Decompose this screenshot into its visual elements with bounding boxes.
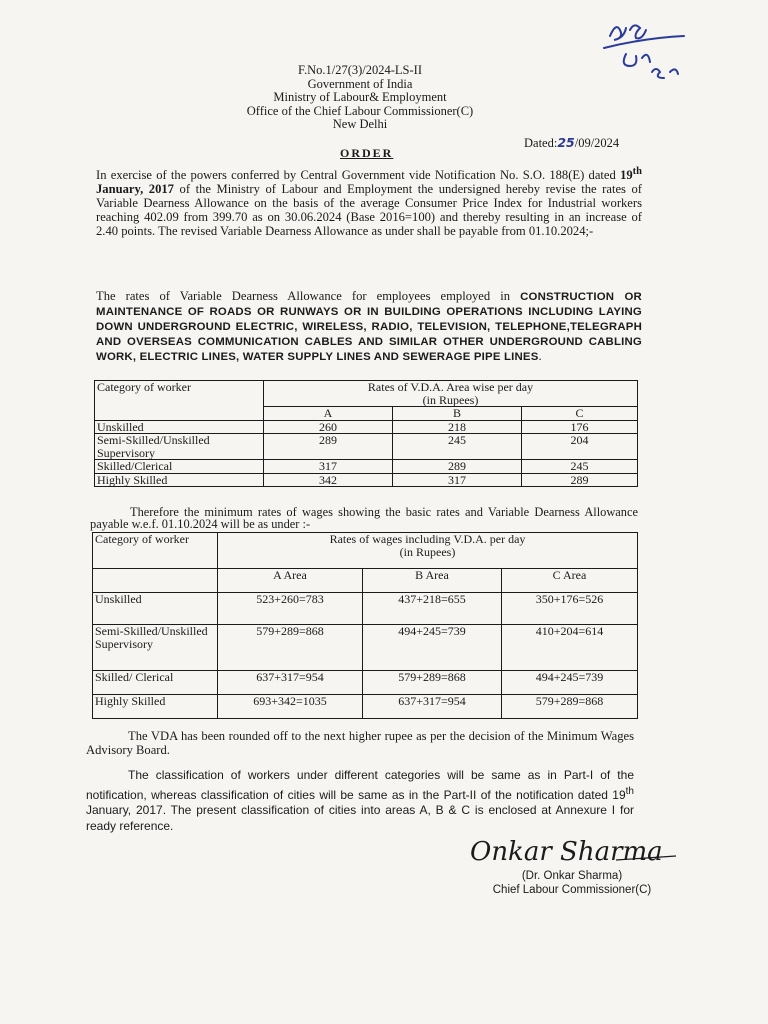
t1-rate-header-line2: (in Rupees) xyxy=(422,392,479,407)
t1-category-header: Category of worker xyxy=(95,381,264,421)
signatory-designation: Chief Labour Commissioner(C) xyxy=(492,884,652,896)
t1-area-a: A xyxy=(264,407,393,421)
ministry-name: Ministry of Labour& Employment xyxy=(273,90,447,104)
government-name: Government of India xyxy=(307,76,413,91)
table-row xyxy=(93,671,638,695)
para1-date-rest: January, 2017 xyxy=(96,182,174,197)
classification-paragraph xyxy=(86,768,634,834)
table-row xyxy=(93,625,638,671)
t1-rate-header xyxy=(264,381,638,407)
minimum-wages-note xyxy=(90,506,638,530)
date-line xyxy=(524,135,619,151)
t2-category: Skilled/ Clerical xyxy=(93,671,218,695)
t2-area-b: B Area xyxy=(363,569,502,593)
para2-text-a: The rates of Variable Dearness Allowance for employees employed in xyxy=(96,289,521,303)
minimum-wages-table xyxy=(92,532,638,719)
t2-value: 523+260=783 xyxy=(218,593,363,625)
file-number: F.No.1/27(3)/2024-LS-II xyxy=(298,63,422,77)
t1-value: 289 xyxy=(393,460,522,474)
t1-value: 176 xyxy=(522,420,638,434)
table-row xyxy=(95,420,638,434)
t1-value: 317 xyxy=(264,460,393,474)
table-row xyxy=(93,593,638,625)
t1-value: 218 xyxy=(393,420,522,434)
t1-value: 204 xyxy=(522,434,638,460)
para1-date-sup: th xyxy=(632,166,642,177)
para1-text-a: In exercise of the powers conferred by Central Government vide Notification No. S.O. 188(E) dated xyxy=(96,168,621,183)
t1-category: Highly Skilled xyxy=(95,473,264,487)
t1-value: 289 xyxy=(522,473,638,487)
order-paragraph-2 xyxy=(96,289,642,364)
date-day-handwritten: 25 xyxy=(557,135,575,150)
t2-value: 350+176=526 xyxy=(502,593,638,625)
table-row xyxy=(95,434,638,460)
t1-value: 245 xyxy=(522,460,638,474)
para2-industries: CONSTRUCTION OR MAINTENANCE OF ROADS OR RUNWAYS OR IN BUILDING OPERATIONS INCLUDING LAYING DOWN UNDERGROUND ELECTRIC, WIRELESS, RADIO, TELEVISION, TELEPHONE,TELEGRAPH AND OVERSEAS COMMUNICATION CABLES AND SIMILAR OTHER UNDERGROUND CABLING WORK, ELECTRIC LINES, WATER SUPPLY LINES AND SEWERAGE PIPE LINES xyxy=(96,291,642,363)
signatory-name: (Dr. Onkar Sharma) xyxy=(521,870,623,882)
t1-value: 289 xyxy=(264,434,393,460)
vda-rates-table xyxy=(94,380,638,487)
classification-sup: th xyxy=(625,785,634,797)
date-rest: /09/2024 xyxy=(574,136,620,150)
t2-category: Semi-Skilled/Unskilled Supervisory xyxy=(93,625,218,671)
rounding-note-text: The VDA has been rounded off to the next higher rupee as per the decision of the Minimum Wages Advisory Board. xyxy=(86,729,634,757)
t2-value: 494+245=739 xyxy=(363,625,502,671)
t2-value: 637+317=954 xyxy=(363,695,502,719)
t1-category: Unskilled xyxy=(95,420,264,434)
t2-category: Highly Skilled xyxy=(93,695,218,719)
para2-end: . xyxy=(538,349,542,363)
t1-category: Skilled/Clerical xyxy=(95,460,264,474)
t2-value: 410+204=614 xyxy=(502,625,638,671)
t1-rate-header-line1: Rates of V.D.A. Area wise per day xyxy=(367,380,534,394)
handwritten-initials xyxy=(590,14,700,84)
city-name: New Delhi xyxy=(332,117,388,131)
para1-date-day: 19 xyxy=(620,168,633,183)
t2-category-header: Category of worker xyxy=(93,533,218,569)
document-header xyxy=(240,64,480,132)
t2-value: 693+342=1035 xyxy=(218,695,363,719)
t1-area-c: C xyxy=(522,407,638,421)
t2-value: 637+317=954 xyxy=(218,671,363,695)
signatory-block xyxy=(492,869,652,897)
t2-value: 579+289=868 xyxy=(363,671,502,695)
office-name: Office of the Chief Labour Commissioner(C) xyxy=(246,103,474,118)
t1-value: 317 xyxy=(393,473,522,487)
t2-category: Unskilled xyxy=(93,593,218,625)
t2-area-a: A Area xyxy=(218,569,363,593)
table-row xyxy=(95,460,638,474)
t1-value: 260 xyxy=(264,420,393,434)
rounding-note xyxy=(86,729,634,757)
classification-text-a: The classification of workers under different categories will be same as in Part-I of the notification, whereas classification of cities will be same as in the Part-II of the notification dated 19 xyxy=(86,768,634,802)
t2-area-c: C Area xyxy=(502,569,638,593)
t1-area-b: B xyxy=(393,407,522,421)
table-row xyxy=(95,473,638,487)
t2-rate-header-line2: (in Rupees) xyxy=(399,544,456,559)
t2-value: 579+289=868 xyxy=(502,695,638,719)
para1-text-b: of the Ministry of Labour and Employment the undersigned hereby revise the rates of Variable Dearness Allowance on the basis of the average Consumer Price Index for Industrial workers reaching 402.09 from 399.70 as on 30.06.2024 (Base 2016=100) and thereby resulting in an increase of 2.40 points. The revised Variable Dearness Allowance as under shall be payable from 01.10.2024;- xyxy=(96,182,642,239)
classification-text-b: January, 2017. The present classification of cities into areas A, B & C is enclosed at Annexure I for ready reference. xyxy=(86,803,634,833)
table-row xyxy=(93,695,638,719)
date-label: Dated: xyxy=(524,136,558,150)
t1-value: 342 xyxy=(264,473,393,487)
t2-empty-cell xyxy=(93,569,218,593)
order-title: ORDER xyxy=(340,146,394,160)
minimum-wages-note-text: Therefore the minimum rates of wages showing the basic rates and Variable Dearness Allowance payable w.e.f. 01.10.2024 will be as under :- xyxy=(90,505,638,531)
t2-value: 494+245=739 xyxy=(502,671,638,695)
t2-value: 437+218=655 xyxy=(363,593,502,625)
t1-category: Semi-Skilled/Unskilled Supervisory xyxy=(95,434,264,460)
t1-value: 245 xyxy=(393,434,522,460)
t2-rate-header xyxy=(218,533,638,569)
t2-rate-header-line1: Rates of wages including V.D.A. per day xyxy=(329,532,526,546)
t2-value: 579+289=868 xyxy=(218,625,363,671)
order-paragraph-1 xyxy=(96,165,642,238)
signature-text: Onkar Sharma xyxy=(470,837,663,867)
handwritten-signature xyxy=(466,830,686,874)
